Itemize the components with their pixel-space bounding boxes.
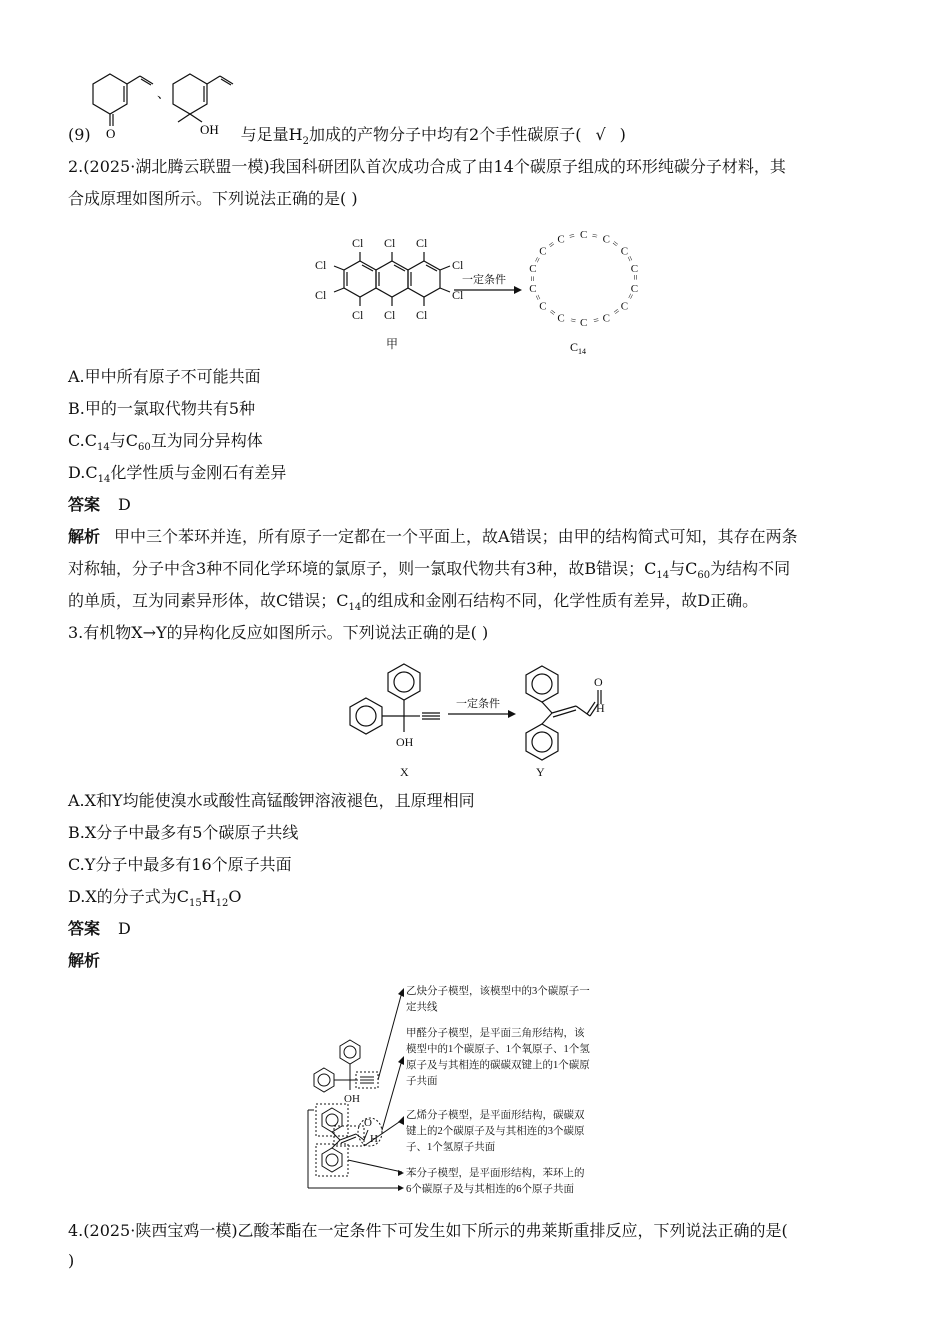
c14-carbon-atom: C — [630, 263, 639, 276]
q2-cl-5: Cl — [315, 288, 327, 302]
q2-stem-line1: 2.(2025·湖北腾云联盟一模)我国科研团队首次成功合成了由14个碳原子组成的环形纯碳分子材料，其 — [68, 157, 786, 176]
q2-stem-line2: 合成原理如图所示。下列说法正确的是( ) — [68, 189, 358, 208]
q9-hydroxyl-oh: OH — [200, 122, 219, 137]
c14-double-bond: = — [629, 274, 640, 281]
q2-cl-2: Cl — [384, 236, 396, 250]
note-benzene-l2: 6个碳原子及与其相连的6个原子共面 — [406, 1184, 574, 1195]
note-formaldehyde-l4: 子共面 — [406, 1076, 438, 1087]
q2-cl-7: Cl — [452, 288, 464, 302]
c14-carbon-atom: C — [602, 233, 610, 246]
q2-option-a: A.甲中所有原子不可能共面 — [68, 367, 261, 386]
q3-option-c: C.Y分子中最多有16个原子共面 — [68, 855, 292, 874]
c14-double-bond: = — [569, 313, 578, 326]
c14-double-bond: = — [546, 239, 558, 252]
c14-double-bond: = — [547, 305, 559, 318]
c14-double-bond: = — [532, 292, 545, 302]
c14-ring — [528, 229, 640, 329]
c14-carbon-atom: C — [580, 317, 588, 329]
c14-double-bond: = — [610, 304, 622, 317]
c14-carbon-atom: C — [602, 312, 610, 325]
q2-cl-3: Cl — [416, 236, 428, 250]
c14-double-bond: = — [609, 238, 621, 251]
q2-option-d: $D.C_{14}$化学性质与金刚石有差异 — [68, 463, 287, 486]
c14-carbon-atom: C — [529, 282, 537, 295]
q2-reaction-figure — [312, 228, 652, 358]
q2-cl-9: Cl — [384, 308, 396, 322]
c14-carbon-atom: C — [620, 245, 629, 258]
q2-cl-4: Cl — [315, 258, 327, 272]
q4-stem-line1: 4.(2025·陕西宝鸡一模)乙酸苯酯在一定条件下可发生如下所示的弗莱斯重排反应，下列说法正确的是( — [68, 1221, 788, 1240]
c14-double-bond: = — [623, 254, 636, 264]
q9-number: (9) — [68, 125, 91, 144]
q2-analysis-line1: 解析 甲中三个苯环并连，所有原子一定都在一个平面上，故A错误；由甲的结构简式可知，其存在两条 — [68, 527, 798, 546]
q3-stem: 3.有机物X→Y的异构化反应如图所示。下列说法正确的是( ) — [68, 623, 489, 642]
q3-analysis-h: H — [370, 1133, 378, 1145]
note-ethylene-l3: 子、1个氢原子共面 — [406, 1142, 496, 1153]
c14-carbon-atom: C — [539, 245, 547, 258]
q2-cl-1: Cl — [352, 236, 364, 250]
note-formaldehyde-l2: 模型中的1个碳原子、1个氧原子、1个氢 — [406, 1044, 590, 1055]
q2-answer-value: D — [118, 495, 131, 514]
q2-analysis-line2: 对称轴，分子中含3种不同化学环境的氯原子，则一氯取代物共有3种，故B错误；$C_{14}$与$C_{60}$为结构不同 — [68, 559, 791, 582]
c14-carbon-atom: C — [529, 263, 537, 276]
q3-option-a: A.X和Y均能使溴水或酸性高锰酸钾溶液褪色，且原理相同 — [68, 791, 475, 810]
q3-answer — [68, 918, 131, 940]
q3-x-oh: OH — [396, 735, 414, 749]
q2-analysis-line3: 的单质，互为同素异形体，故C错误；$C_{14}$的组成和金刚石结构不同，化学性质有差异，故D正确。 — [68, 591, 759, 614]
c14-carbon-atom: C — [580, 229, 588, 241]
q2-cl-8: Cl — [352, 308, 364, 322]
q3-y-h: H — [596, 701, 605, 715]
c14-double-bond: = — [568, 230, 577, 243]
q3-option-b: B.X分子中最多有5个碳原子共线 — [68, 823, 299, 842]
q3-answer-label: 答案 — [68, 919, 101, 938]
q3-label-x: X — [400, 765, 409, 779]
note-ethylene-l1: 乙烯分子模型，是平面形结构，碳碳双 — [406, 1110, 585, 1121]
c14-carbon-atom: C — [557, 233, 565, 246]
c14-carbon-atom: C — [620, 300, 629, 313]
q9-separator: 、 — [157, 86, 171, 101]
q3-label-y: Y — [536, 765, 545, 779]
q2-option-b: B.甲的一氯取代物共有5种 — [68, 399, 256, 418]
q3-arrow-label: 一定条件 — [456, 698, 500, 710]
c14-carbon-atom: C — [557, 312, 565, 325]
q3-analysis-figure — [306, 980, 656, 1206]
q3-analysis-oh: OH — [344, 1093, 360, 1105]
q2-cl-6: Cl — [452, 258, 464, 272]
q3-option-d: D.X的分子式为$C_{15}H_{12}O$ — [68, 887, 242, 910]
note-acetylene-l2: 定共线 — [406, 1002, 438, 1013]
q2-arrow-label: 一定条件 — [462, 274, 506, 286]
q2-product-label: $C_{14}$ — [570, 340, 587, 356]
q2-cl-10: Cl — [416, 308, 428, 322]
q2-answer-label: 答案 — [68, 495, 101, 514]
q9-answer: √ — [595, 125, 606, 144]
q2-analysis-label: 解析 — [68, 527, 101, 546]
q2-option-c: $C.C_{14}$与$C_{60}$互为同分异构体 — [68, 431, 263, 454]
c14-double-bond: = — [591, 313, 600, 326]
note-benzene-l1: 苯分子模型，是平面形结构，苯环上的 — [406, 1168, 585, 1179]
q3-y-o: O — [594, 675, 603, 689]
c14-carbon-atom: C — [630, 282, 639, 295]
q2-label-jia: 甲 — [386, 337, 399, 351]
c14-double-bond: = — [590, 230, 599, 243]
q2-answer — [68, 494, 131, 516]
q3-reaction-figure — [336, 656, 626, 784]
q3-analysis-label: 解析 — [68, 951, 101, 970]
c14-double-bond: = — [623, 290, 637, 301]
note-acetylene-l1: 乙炔分子模型，该模型中的3个碳原子一 — [406, 986, 590, 997]
q3-analysis-o: O — [364, 1117, 372, 1129]
note-formaldehyde-l1: 甲醛分子模型，是平面三角形结构，该 — [406, 1028, 585, 1039]
q3-answer-value: D — [118, 919, 131, 938]
q9-statement: (9) 与足量$H_2$加成的产物分子中均有2个手性碳原子( √ ) — [68, 125, 626, 148]
c14-double-bond: = — [528, 275, 539, 282]
q4-stem-line2: ) — [68, 1251, 75, 1270]
note-ethylene-l2: 键上的2个碳原子及与其相连的3个碳原 — [406, 1126, 585, 1137]
c14-double-bond: = — [531, 255, 545, 266]
q9-carbonyl-o: O — [106, 126, 116, 140]
c14-carbon-atom: C — [539, 300, 547, 313]
note-formaldehyde-l3: 原子及与其相连的碳碳双键上的1个碳原 — [406, 1060, 590, 1071]
